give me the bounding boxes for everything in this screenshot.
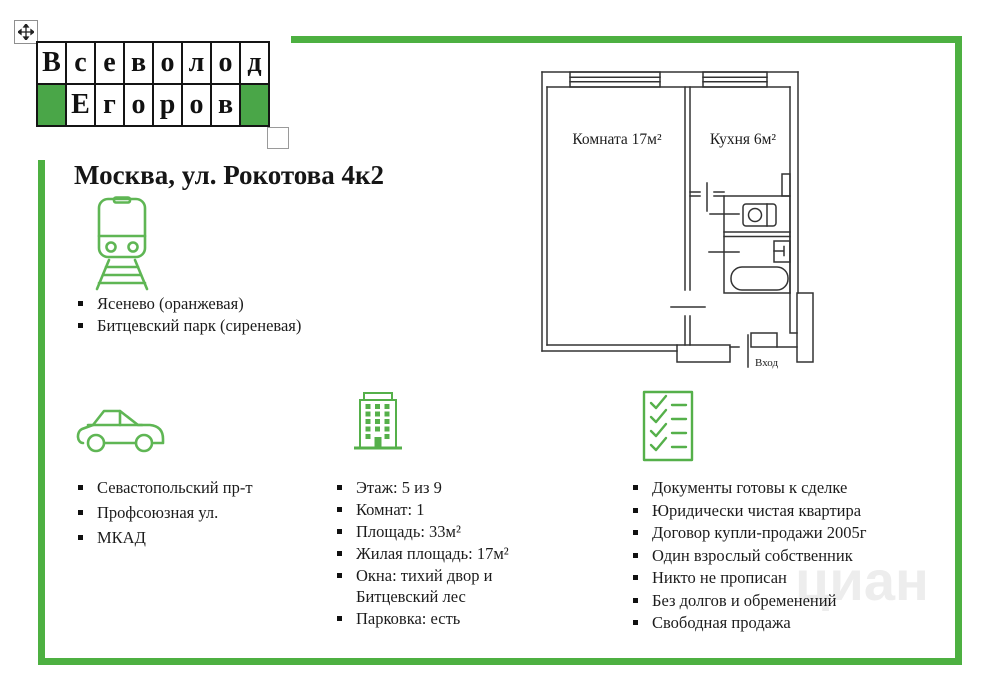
logo-green-cell bbox=[241, 85, 270, 127]
bullet-square bbox=[337, 616, 342, 621]
window bbox=[703, 72, 767, 87]
list-item: Битцевский парк (сиреневая) bbox=[78, 315, 301, 336]
frame-left-bar bbox=[38, 160, 45, 658]
details-list bbox=[337, 477, 542, 630]
bullet-square bbox=[633, 508, 638, 513]
logo-letter-cell: в bbox=[125, 43, 154, 85]
wall-pillar bbox=[797, 293, 813, 362]
move-handle-icon[interactable] bbox=[14, 20, 38, 44]
list-item: МКАД bbox=[78, 527, 253, 548]
logo-letter-cell: в bbox=[212, 85, 241, 127]
list-item: Парковка: есть bbox=[337, 608, 542, 629]
bullet-square bbox=[337, 485, 342, 490]
plan-left-wall bbox=[542, 72, 547, 351]
toilet-fixture bbox=[743, 204, 776, 226]
bullet-square bbox=[337, 573, 342, 578]
car-icon bbox=[74, 399, 168, 457]
list-item: Один взрослый собственник bbox=[633, 545, 943, 566]
logo-letter-cell: е bbox=[96, 43, 125, 85]
roads-list bbox=[78, 477, 253, 552]
frame-top-bar bbox=[291, 36, 962, 43]
frame-right-bar bbox=[955, 36, 962, 665]
list-item: Никто не прописан bbox=[633, 567, 943, 588]
room-label: Комната 17м² bbox=[572, 131, 662, 148]
resize-handle[interactable] bbox=[267, 127, 289, 149]
list-item: Без долгов и обременений bbox=[633, 590, 943, 611]
bullet-square bbox=[78, 510, 83, 515]
vent-shaft bbox=[782, 174, 790, 196]
logo-letter-cell: с bbox=[67, 43, 96, 85]
floorplan-diagram bbox=[538, 62, 886, 380]
bullet-square bbox=[633, 485, 638, 490]
bullet-square bbox=[633, 620, 638, 625]
watermark: циан bbox=[795, 549, 929, 612]
bullet-square bbox=[633, 530, 638, 535]
logo-name-grid[interactable] bbox=[36, 41, 270, 127]
frame-bottom-bar bbox=[38, 658, 962, 665]
list-item: Севастопольский пр-т bbox=[78, 477, 253, 498]
logo-letter-cell: г bbox=[96, 85, 125, 127]
list-item: Документы готовы к сделке bbox=[633, 477, 943, 498]
metro-list bbox=[78, 293, 301, 337]
bullet-square bbox=[337, 529, 342, 534]
logo-letter-cell: л bbox=[183, 43, 212, 85]
list-item: Свободная продажа bbox=[633, 612, 943, 633]
train-icon bbox=[87, 196, 157, 293]
bullet-square bbox=[633, 575, 638, 580]
logo-letter-cell: о bbox=[154, 43, 183, 85]
list-item: Этаж: 5 из 9 bbox=[337, 477, 542, 498]
bullet-square bbox=[78, 535, 83, 540]
window bbox=[570, 72, 660, 87]
logo-letter-cell: о bbox=[183, 85, 212, 127]
bathroom-block bbox=[724, 196, 790, 293]
list-item: Окна: тихий двор и Битцевский лес bbox=[337, 565, 542, 607]
logo-green-cell bbox=[38, 85, 67, 127]
logo-letter-cell: о bbox=[212, 43, 241, 85]
list-item: Договор купли-продажи 2005г bbox=[633, 522, 943, 543]
list-item: Комнат: 1 bbox=[337, 499, 542, 520]
list-item: Профсоюзная ул. bbox=[78, 502, 253, 523]
list-item: Ясенево (оранжевая) bbox=[78, 293, 301, 314]
sink-fixture bbox=[774, 241, 790, 262]
closet bbox=[677, 345, 730, 362]
building-door bbox=[375, 437, 382, 448]
bullet-square bbox=[337, 507, 342, 512]
logo-letter-cell: о bbox=[125, 85, 154, 127]
list-item: Жилая площадь: 17м² bbox=[337, 543, 542, 564]
legal-list bbox=[633, 477, 943, 635]
bathtub-fixture bbox=[731, 267, 788, 290]
building-icon bbox=[352, 387, 404, 455]
logo-letter-cell: р bbox=[154, 85, 183, 127]
plan-right-wall bbox=[790, 72, 798, 293]
plan-bottom-wall bbox=[542, 345, 677, 351]
bullet-square bbox=[633, 598, 638, 603]
kitchen-label: Кухня 6м² bbox=[709, 131, 777, 148]
logo-letter-cell: д bbox=[241, 43, 270, 85]
bullet-square bbox=[78, 301, 83, 306]
list-item: Площадь: 33м² bbox=[337, 521, 542, 542]
bullet-square bbox=[633, 553, 638, 558]
logo-letter-cell: В bbox=[38, 43, 67, 85]
checklist-icon bbox=[641, 389, 695, 463]
entrance-label: Вход bbox=[755, 357, 779, 369]
list-item: Юридически чистая квартира bbox=[633, 500, 943, 521]
page-title: Москва, ул. Рокотова 4к2 bbox=[74, 160, 385, 190]
logo-letter-cell: Е bbox=[67, 85, 96, 127]
bullet-square bbox=[78, 485, 83, 490]
bullet-square bbox=[78, 323, 83, 328]
bullet-square bbox=[337, 551, 342, 556]
four-way-arrow-icon bbox=[18, 24, 34, 40]
